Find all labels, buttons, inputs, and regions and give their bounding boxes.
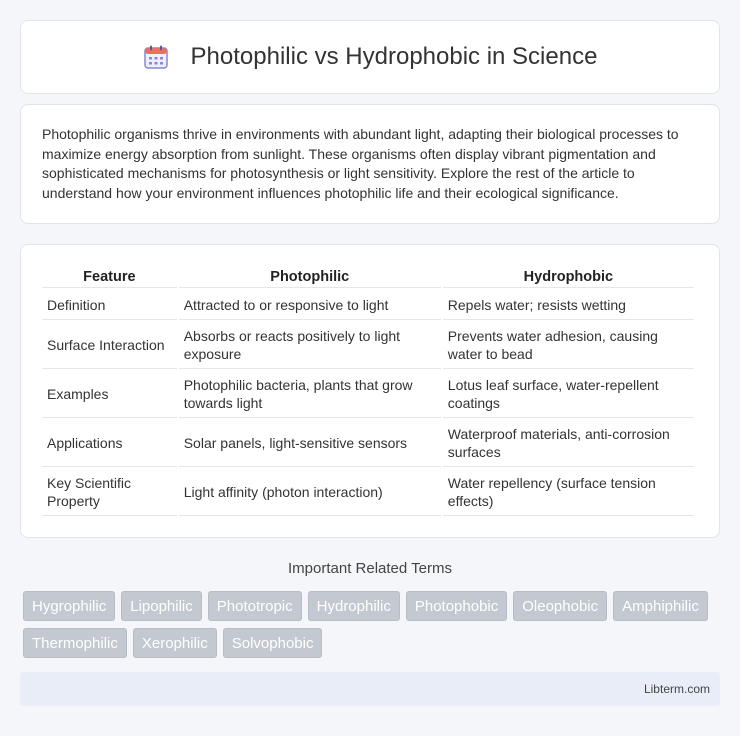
comparison-table-card (20, 244, 720, 538)
table-cell: Light affinity (photon interaction) (179, 469, 441, 516)
table-cell: Water repellency (surface tension effects) (443, 469, 694, 516)
table-cell: Solar panels, light-sensitive sensors (179, 420, 441, 467)
tag-amphiphilic[interactable]: Amphiphilic (613, 591, 708, 621)
intro-paragraph: Photophilic organisms thrive in environments with abundant light, adapting their biological processes to maximize energy absorption from sunlight. These organisms often display vibrant pigmentation and sophisticated mechanisms for photosynthesis or light sensitivity. Explore the rest of the article to understand how your environment influences photophilic life and their ecological significance. (42, 126, 679, 201)
tag-hydrophilic[interactable]: Hydrophilic (308, 591, 400, 621)
intro-card (20, 104, 720, 224)
tag-photophobic[interactable]: Photophobic (406, 591, 507, 621)
table-cell: Prevents water adhesion, causing water to bead (443, 322, 694, 369)
comparison-table (40, 263, 696, 518)
tag-phototropic[interactable]: Phototropic (208, 591, 302, 621)
related-terms-list (23, 591, 723, 658)
table-row (42, 371, 694, 418)
table-header-row (42, 265, 694, 288)
table-row (42, 322, 694, 369)
calendar-icon (143, 44, 169, 70)
tag-lipophilic[interactable]: Lipophilic (121, 591, 202, 621)
table-cell: Photophilic bacteria, plants that grow towards light (179, 371, 441, 418)
table-row (42, 290, 694, 320)
table-row (42, 469, 694, 516)
footer-site-link[interactable]: Libterm.com (643, 682, 710, 696)
column-header-photophilic: Photophilic (179, 265, 441, 288)
table-cell: Waterproof materials, anti-corrosion surfaces (443, 420, 694, 467)
tag-oleophobic[interactable]: Oleophobic (513, 591, 607, 621)
table-cell: Attracted to or responsive to light (179, 290, 441, 320)
related-terms-title: Important Related Terms (288, 560, 452, 577)
column-header-hydrophobic: Hydrophobic (443, 265, 694, 288)
table-cell: Lotus leaf surface, water-repellent coatings (443, 371, 694, 418)
table-cell: Examples (42, 371, 177, 418)
table-cell: Repels water; resists wetting (443, 290, 694, 320)
tag-hygrophilic[interactable]: Hygrophilic (23, 591, 115, 621)
table-row (42, 420, 694, 467)
table-cell: Definition (42, 290, 177, 320)
table-cell: Key Scientific Property (42, 469, 177, 516)
tag-solvophobic[interactable]: Solvophobic (223, 628, 323, 658)
table-cell: Applications (42, 420, 177, 467)
footer (20, 672, 720, 706)
column-header-feature: Feature (42, 265, 177, 288)
table-cell: Surface Interaction (42, 322, 177, 369)
table-cell: Absorbs or reacts positively to light exposure (179, 322, 441, 369)
tag-thermophilic[interactable]: Thermophilic (23, 628, 127, 658)
header-card (20, 20, 720, 94)
page-title: Photophilic vs Hydrophobic in Science (190, 43, 598, 70)
tag-xerophilic[interactable]: Xerophilic (133, 628, 217, 658)
